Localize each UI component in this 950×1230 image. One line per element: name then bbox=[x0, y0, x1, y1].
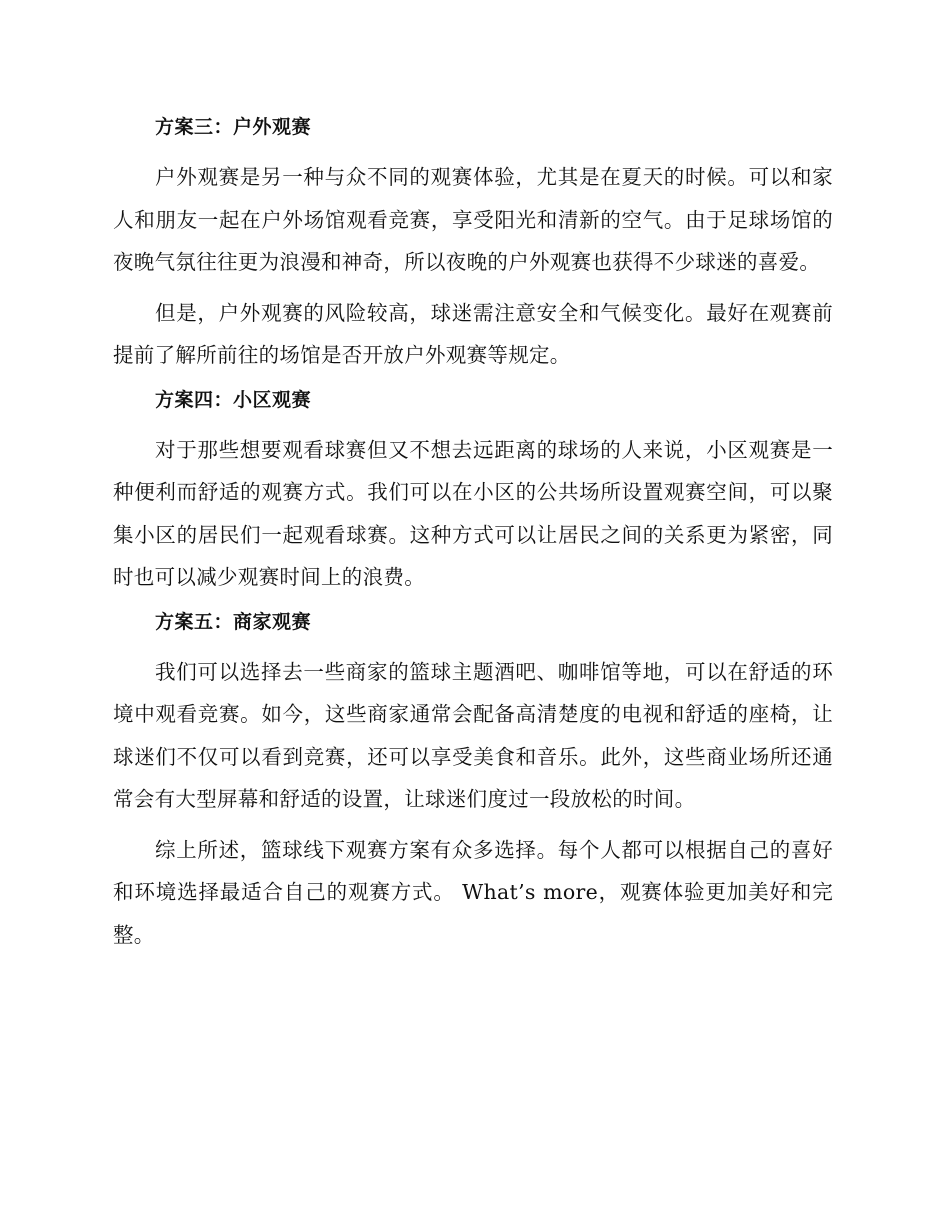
document-body bbox=[113, 112, 833, 956]
paragraph-outdoor-intro: 户外观赛是另一种与众不同的观赛体验，尤其是在夏天的时候。可以和家人和朋友一起在户外场馆观看竞赛，享受阳光和清新的空气。由于足球场馆的夜晚气氛往往更为浪漫和神奇，所以夜晚的户外观赛也获得不少球迷的喜爱。 bbox=[113, 165, 833, 274]
paragraph-community: 对于那些想要观看球赛但又不想去远距离的球场的人来说，小区观赛是一种便利而舒适的观赛方式。我们可以在小区的公共场所设置观赛空间，可以聚集小区的居民们一起观看球赛。这种方式可以让居民之间的关系更为紧密，同时也可以减少观赛时间上的浪费。 bbox=[113, 437, 833, 589]
section-heading-merchant: 方案五：商家观赛 bbox=[155, 610, 312, 633]
paragraph-merchant: 我们可以选择去一些商家的篮球主题酒吧、咖啡馆等地，可以在舒适的环境中观看竞赛。如今，这些商家通常会配备高清楚度的电视和舒适的座椅，让球迷们不仅可以看到竞赛，还可以享受美食和音乐。此外，这些商业场所还通常会有大型屏幕和舒适的设置，让球迷们度过一段放松的时间。 bbox=[113, 659, 833, 811]
paragraph-outdoor-risk: 但是，户外观赛的风险较高，球迷需注意安全和气候变化。最好在观赛前提前了解所前往的场馆是否开放户外观赛等规定。 bbox=[113, 300, 833, 367]
section-heading-community: 方案四：小区观赛 bbox=[155, 388, 312, 411]
section-heading-outdoor: 方案三：户外观赛 bbox=[155, 116, 312, 138]
paragraph-conclusion: 综上所述，篮球线下观赛方案有众多选择。每个人都可以根据自己的喜好和环境选择最适合自己的观赛方式。 What’s more，观赛体验更加美好和完整。 bbox=[113, 837, 833, 947]
